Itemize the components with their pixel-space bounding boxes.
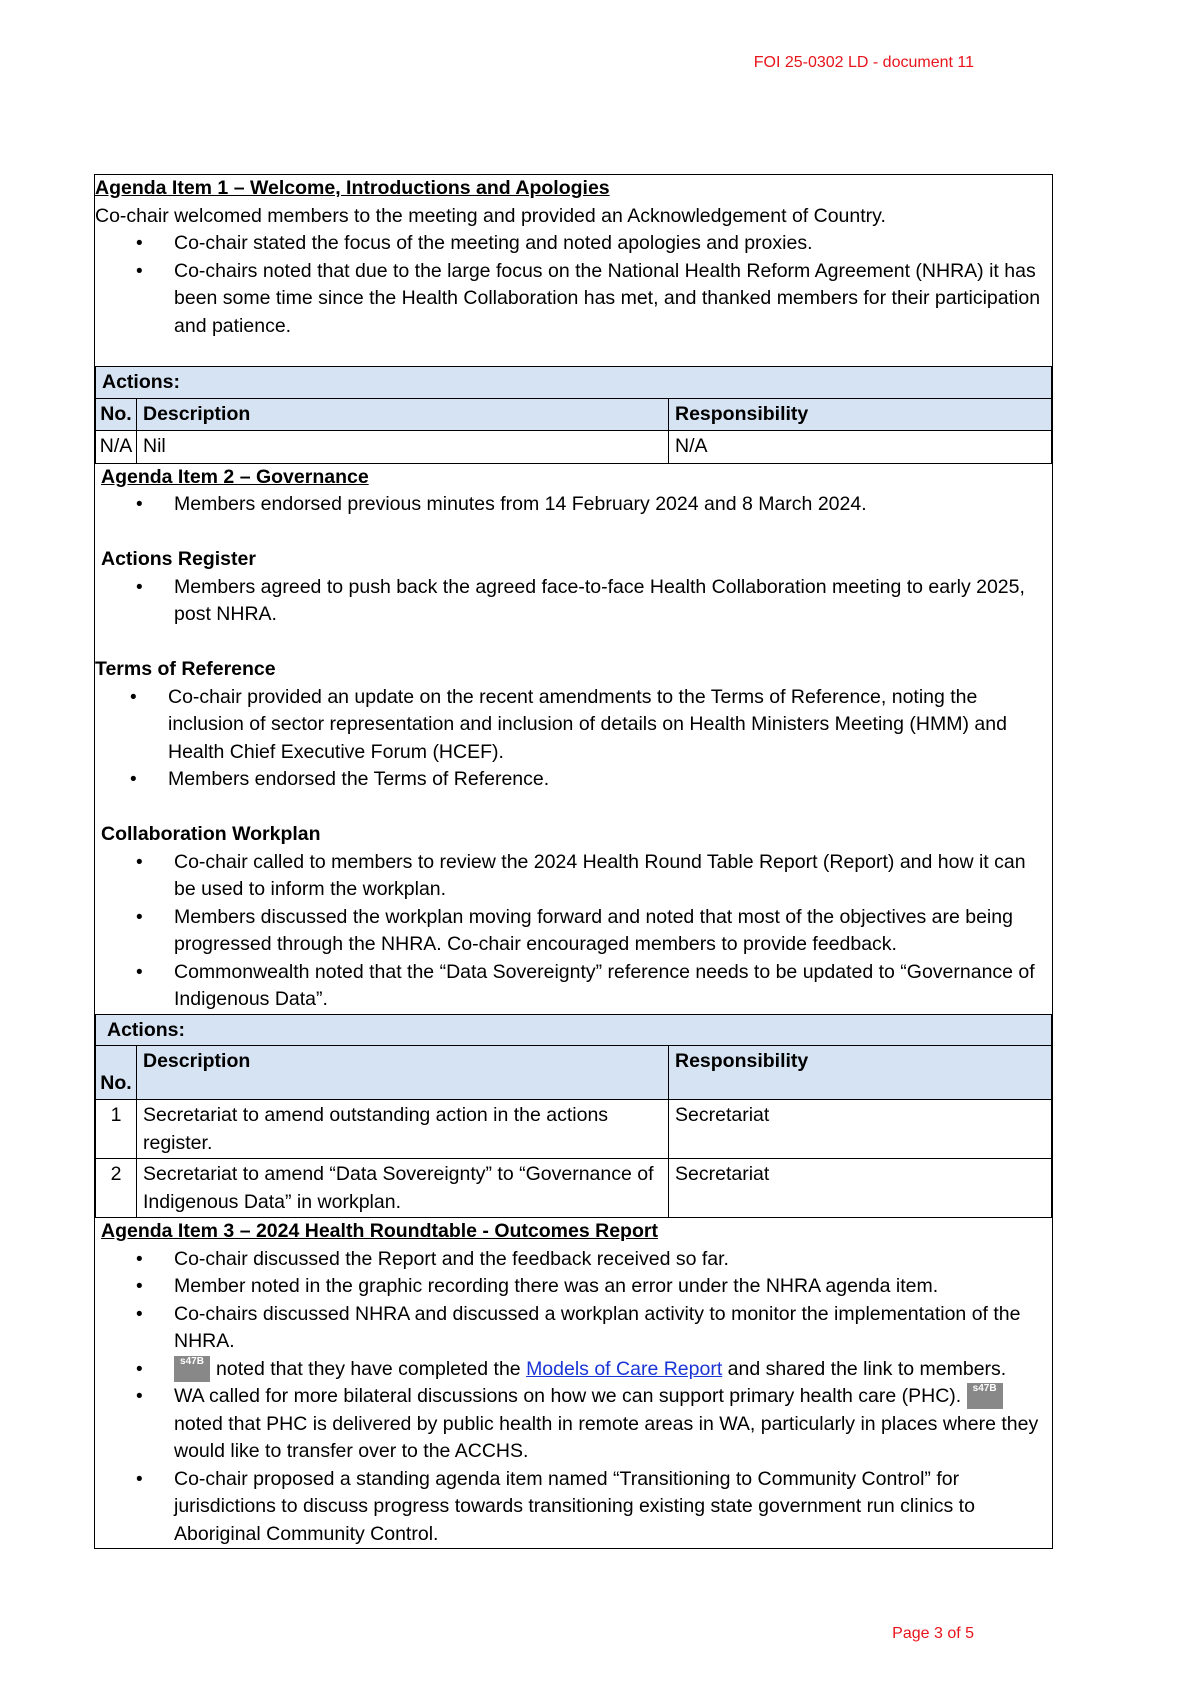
redaction-box: s47B [967,1383,1003,1409]
agenda-item-2-title: Agenda Item 2 – Governance [101,465,369,488]
list-item: • Co-chair called to members to review the 2024 Health Round Table Report (Report) and how it can be used to inform the workplan. [95,849,1052,904]
list-item: • Members agreed to push back the agreed face-to-face Health Collaboration meeting to early 2025, post NHRA. [95,574,1052,629]
minutes-table [94,174,1053,1549]
agenda-item-1 [95,175,1052,366]
col-no-header: No. [96,1046,137,1100]
col-description-header: Description [137,1046,669,1100]
list-item: • Member noted in the graphic recording there was an error under the NHRA agenda item. [95,1273,1052,1301]
actions-label: Actions: [96,367,1052,399]
moc-text-before: noted that they have completed the [216,1357,527,1380]
action-description: Secretariat to amend “Data Sovereignty” to “Governance of Indigenous Data” in workplan. [137,1159,669,1218]
agenda-item-1-actions [95,366,1052,464]
table-row [96,1100,1052,1159]
list-item: • Co-chair provided an update on the recent amendments to the Terms of Reference, noting the inclusion of sector representation and inclusion of details on Health Ministers Meeting (HMM) and Health Chief Executive Forum (HCEF). [95,684,1052,767]
agenda-item-1-title: Agenda Item 1 – Welcome, Introductions and Apologies [95,177,610,199]
moc-text-after: and shared the link to members. [722,1357,1007,1380]
page-number: Page 3 of 5 [892,1625,974,1642]
action-no: N/A [96,431,137,464]
list-item: • Members endorsed the Terms of Reference. [95,766,1052,794]
action-responsibility: N/A [669,431,1052,464]
table-row [96,1159,1052,1218]
actions-register-heading: Actions Register [101,548,256,570]
actions-register-bullets [95,574,1052,629]
table-row [96,431,1052,464]
list-item-models-of-care [95,1356,1052,1384]
col-responsibility-header: Responsibility [669,1046,1052,1100]
wa-text-before: WA called for more bilateral discussions on how we can support primary health care (PHC). [174,1385,967,1407]
action-no: 1 [96,1100,137,1159]
list-item: • Co-chair discussed the Report and the feedback received so far. [95,1246,1052,1274]
col-responsibility-header: Responsibility [669,398,1052,431]
action-responsibility: Secretariat [669,1159,1052,1218]
col-no-header: No. [96,398,137,431]
agenda-item-3 [95,1218,1052,1548]
col-description-header: Description [137,398,669,431]
actions-label: Actions: [96,1014,1052,1046]
agenda-item-2-actions [95,1014,1052,1219]
agenda-item-1-bullets [95,230,1052,340]
collaboration-workplan-heading: Collaboration Workplan [101,823,321,845]
models-of-care-report-link[interactable]: Models of Care Report [526,1357,723,1380]
action-no: 2 [96,1159,137,1218]
document-reference: FOI 25-0302 LD - document 11 [753,54,974,71]
terms-of-reference-heading: Terms of Reference [95,658,276,680]
list-item: • Members endorsed previous minutes from 14 February 2024 and 8 March 2024. [95,491,1052,519]
action-description: Nil [137,431,669,464]
action-description: Secretariat to amend outstanding action in the actions register. [137,1100,669,1159]
agenda-item-3-bullets [95,1246,1052,1549]
agenda-item-1-intro: Co-chair welcomed members to the meeting and provided an Acknowledgement of Country. [95,204,886,227]
agenda-item-3-title: Agenda Item 3 – 2024 Health Roundtable - Outcomes Report [101,1220,658,1242]
list-item-wa [95,1383,1052,1466]
list-item: • Co-chair proposed a standing agenda item named “Transitioning to Community Control” for jurisdictions to discuss progress towards transitioning existing state government run clinics to Aboriginal Community Control. [95,1466,1052,1549]
list-item: • Co-chairs discussed NHRA and discussed a workplan activity to monitor the implementation of the NHRA. [95,1301,1052,1356]
wa-text-after: noted that PHC is delivered by public health in remote areas in WA, particularly in places where they would like to transfer over to the ACCHS. [174,1412,1039,1462]
collaboration-workplan-bullets [95,849,1052,1014]
action-responsibility: Secretariat [669,1100,1052,1159]
list-item: • Co-chair stated the focus of the meeting and noted apologies and proxies. [95,230,1052,258]
agenda-item-2 [95,464,1052,1014]
list-item: • Members discussed the workplan moving forward and noted that most of the objectives are being progressed through the NHRA. Co-chair encouraged members to provide feedback. [95,904,1052,959]
terms-of-reference-bullets [95,684,1052,794]
list-item: • Commonwealth noted that the “Data Sovereignty” reference needs to be updated to “Governance of Indigenous Data”. [95,959,1052,1014]
list-item: • Co-chairs noted that due to the large focus on the National Health Reform Agreement (NHRA) it has been some time since the Health Collaboration has met, and thanked members for their participation and patience. [95,258,1052,341]
agenda-item-2-bullets [95,491,1052,519]
redaction-box: s47B [174,1356,210,1382]
